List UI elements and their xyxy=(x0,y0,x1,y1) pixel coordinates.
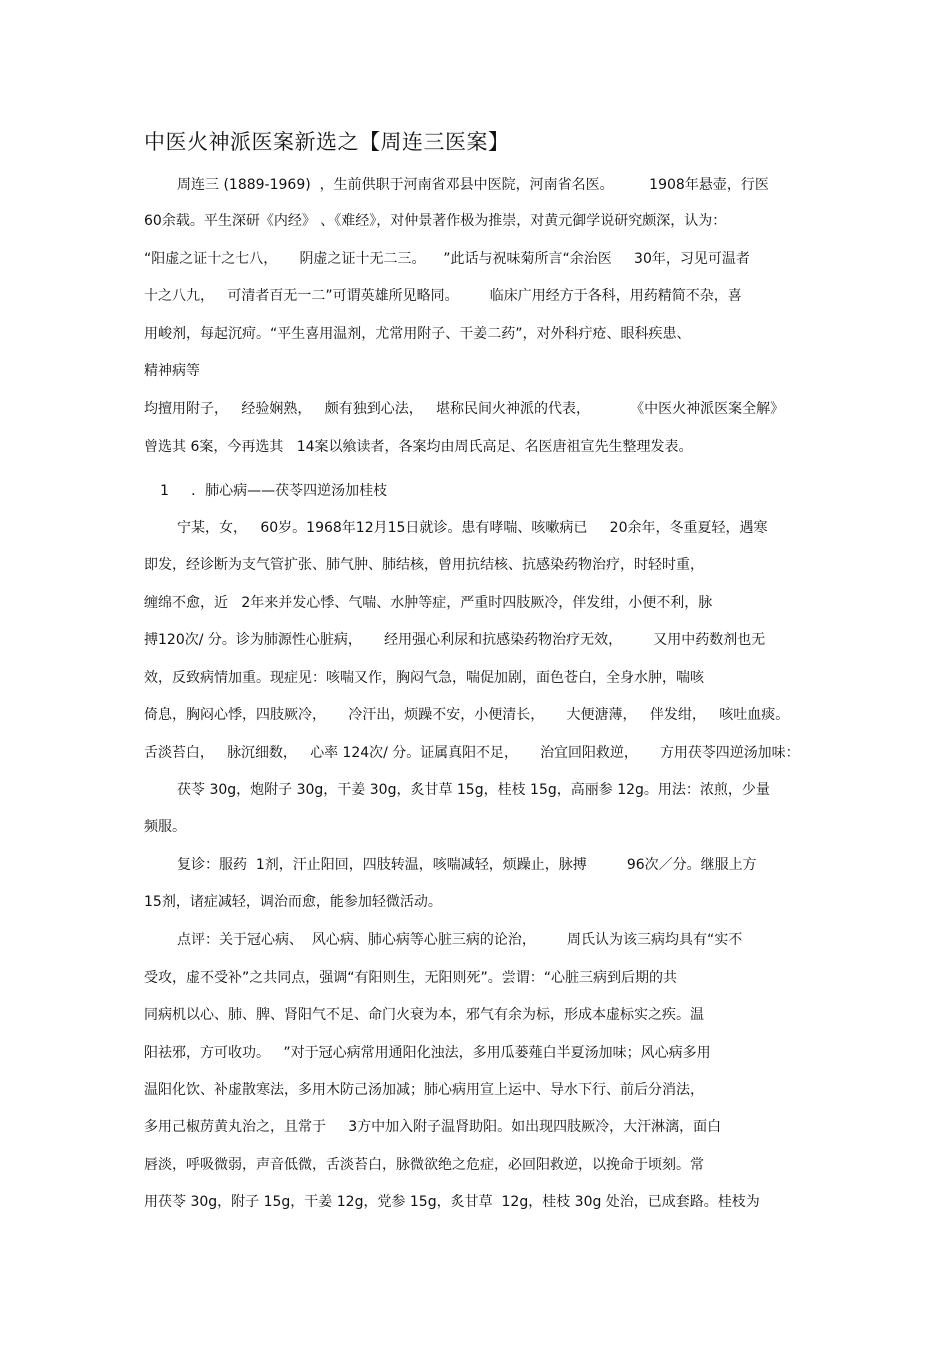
body-line: 多用己椒苈黄丸治之，且常于 3方中加入附子温肾助阳。如出现四肢厥冷，大汗淋漓，面白 xyxy=(144,1119,722,1135)
body-line: 15剂，诸症减轻，调治而愈，能参加轻微活动。 xyxy=(144,894,442,910)
body-line: 同病机以心、肺、脾、肾阳气不足、命门火衰为本，邪气有余为标，形成本虚标实之疾。温 xyxy=(144,1007,704,1023)
body-line: 倚息，胸闷心悸，四肢厥冷， 冷汗出，烦躁不安，小便清长， 大便溏薄， 伴发绀， 咳吐血痰。 xyxy=(144,707,790,723)
body-line: 受攻，虚不受补”之共同点，强调“有阳则生，无阳则死”。尝谓：“心脏三病到后期的共 xyxy=(144,970,678,986)
body-line: 舌淡苔白， 脉沉细数， 心率 124次/ 分。证属真阳不足， 治宜回阳救逆， 方用茯苓四逆汤加味： xyxy=(144,745,800,761)
section-heading: 1 ．肺心病——茯苓四逆汤加桂枝 xyxy=(160,483,388,499)
body-line: 温阳化饮、补虚散寒法，多用木防己汤加减；肺心病用宣上运中、导水下行、前后分消法， xyxy=(144,1082,704,1098)
body-line: “阳虚之证十之七八， 阴虚之证十无二三。 ”此话与祝味菊所言“余治医 30年，习见可温者 xyxy=(144,251,750,267)
body-line: 均擅用附子， 经验娴熟， 颇有独到心法， 堪称民间火神派的代表， 《中医火神派医案全解》 xyxy=(144,401,785,417)
body-line: 搏120次/ 分。诊为肺源性心脏病， 经用强心利尿和抗感染药物治疗无效， 又用中药数剂也无 xyxy=(144,632,766,648)
body-line: 效，反致病情加重。现症见：咳喘又作，胸闷气急，喘促加剧，面色苍白，全身水肿，喘咳 xyxy=(144,670,704,686)
body-line: 宁某，女， 60岁。1968年12月15日就诊。患有哮喘、咳嗽病已 20余年，冬重夏轻，遇寒 xyxy=(177,520,768,536)
body-line: 曾选其 6案，今再选其 14案以飨读者，各案均由周氏高足、名医唐祖宣先生整理发表。 xyxy=(144,439,693,455)
body-line: 缠绵不愈，近 2年来并发心悸、气喘、水肿等症，严重时四肢厥冷，伴发绀，小便不利，脉 xyxy=(144,595,713,611)
document-title: 中医火神派医案新选之【周连三医案】 xyxy=(144,130,510,154)
body-line: 用峻剂，每起沉疴。“平生喜用温剂，尤常用附子、干姜二药”，对外科疔疮、眼科疾患、 xyxy=(144,326,691,342)
body-line: 周连三 (1889-1969) ，生前供职于河南省邓县中医院，河南省名医。 1908年悬壶，行医 xyxy=(177,177,769,193)
body-line: 复诊：服药 1剂，汗止阳回，四肢转温，咳喘减轻，烦躁止，脉搏 96次／分。继服上方 xyxy=(177,857,757,873)
body-line: 阳祛邪，方可收功。 ”对于冠心病常用通阳化浊法，多用瓜蒌薤白半夏汤加味；风心病多用 xyxy=(144,1045,711,1061)
body-line: 唇淡，呼吸微弱，声音低微，舌淡苔白，脉微欲绝之危症，必回阳救逆，以挽命于顷刻。常 xyxy=(144,1157,704,1173)
body-line: 60余载。平生深研《内经》 、《难经》，对仲景著作极为推崇，对黄元御学说研究颇深，认为： xyxy=(144,213,727,229)
body-line: 频服。 xyxy=(144,819,186,835)
body-line: 用茯苓 30g，附子 15g，干姜 12g，党参 15g，炙甘草 12g，桂枝 30g 处治，已成套路。桂枝为 xyxy=(144,1194,760,1210)
body-line: 十之八九， 可清者百无一二”可谓英雄所见略同。 临床广用经方于各科，用药精简不杂，喜 xyxy=(144,288,742,304)
body-line: 点评：关于冠心病、 风心病、肺心病等心脏三病的论治， 周氏认为该三病均具有“实不 xyxy=(177,932,743,948)
body-line: 即发，经诊断为支气管扩张、肺气肿、肺结核，曾用抗结核、抗感染药物治疗，时轻时重， xyxy=(144,557,704,573)
body-line: 精神病等 xyxy=(144,363,200,379)
body-line: 茯苓 30g，炮附子 30g，干姜 30g，炙甘草 15g，桂枝 15g，高丽参 12g。用法：浓煎，少量 xyxy=(177,782,770,798)
